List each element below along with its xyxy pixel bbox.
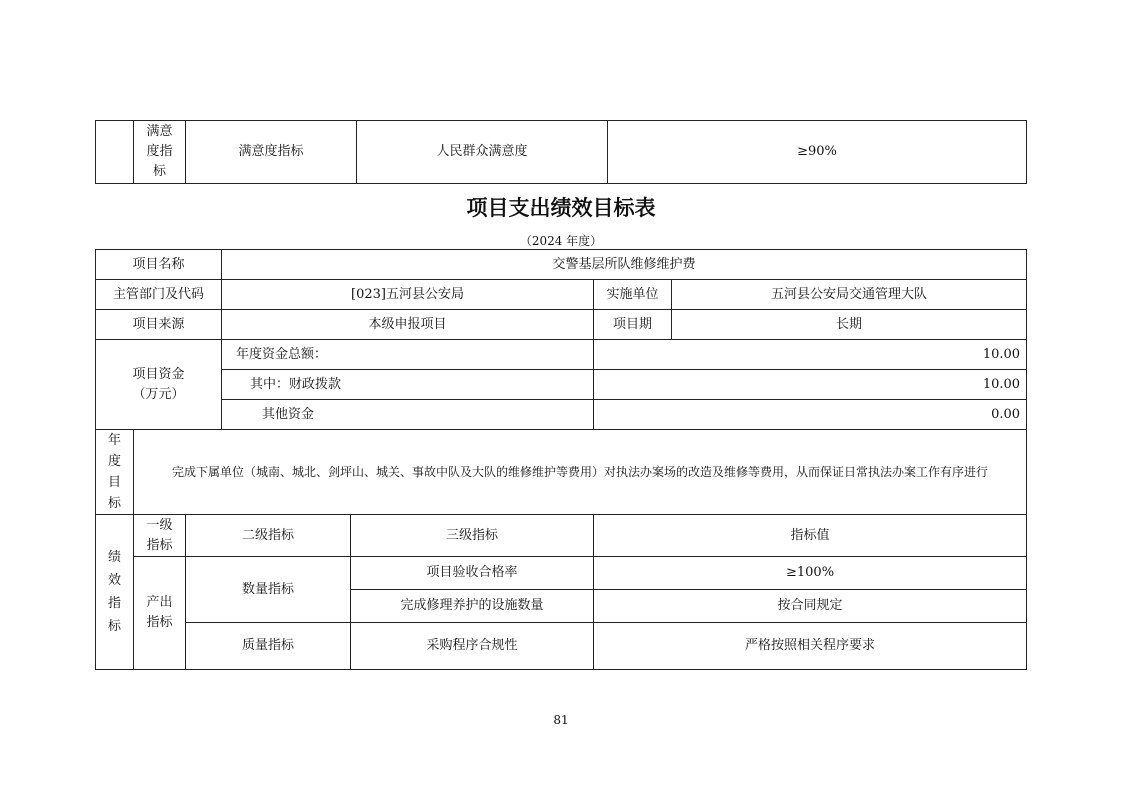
table-row-l3: 采购程序合规性	[351, 623, 594, 670]
funds-fiscal-value: 10.00	[594, 370, 1027, 400]
annual-goal-label: 年 度 目 标	[96, 430, 134, 515]
year-subtitle: （2024 年度）	[519, 234, 603, 248]
performance-target-table	[95, 249, 1027, 670]
impl-unit-value: 五河县公安局交通管理大队	[672, 280, 1027, 310]
header-level1: 一级 指标	[134, 515, 186, 557]
page-number: 81	[553, 713, 569, 727]
source-label: 项目来源	[96, 310, 222, 340]
satisfaction-level2-cell: 满意度指标	[186, 121, 357, 184]
output-indicator-label: 产出 指标	[134, 557, 186, 670]
indicators-section-label: 绩 效 指 标	[96, 515, 134, 670]
project-name-label: 项目名称	[96, 250, 222, 280]
source-value: 本级申报项目	[222, 310, 594, 340]
satisfaction-value-cell: ≥90%	[608, 121, 1027, 184]
period-label: 项目期	[594, 310, 672, 340]
table-row-value: 按合同规定	[594, 590, 1027, 623]
table-row-l3: 完成修理养护的设施数量	[351, 590, 594, 623]
page-title: 项目支出绩效目标表	[466, 196, 656, 220]
satisfaction-level1-cell: 满意 度指 标	[134, 121, 186, 184]
dept-value: [023]五河县公安局	[222, 280, 594, 310]
header-value: 指标值	[594, 515, 1027, 557]
period-value: 长期	[672, 310, 1027, 340]
satisfaction-level3-cell: 人民群众满意度	[357, 121, 608, 184]
table-row-l3: 项目验收合格率	[351, 557, 594, 590]
top-continuation-table	[95, 120, 1027, 184]
project-name-value: 交警基层所队维修维护费	[222, 250, 1027, 280]
quantity-indicator-cell: 数量指标	[186, 557, 351, 623]
funds-other-label: 其他资金	[222, 400, 594, 430]
blank-cell	[96, 121, 134, 184]
impl-unit-label: 实施单位	[594, 280, 672, 310]
header-level2: 二级指标	[186, 515, 351, 557]
header-level3: 三级指标	[351, 515, 594, 557]
funds-total-value: 10.00	[594, 340, 1027, 370]
table-row-value: ≥100%	[594, 557, 1027, 590]
dept-label: 主管部门及代码	[96, 280, 222, 310]
funds-total-label: 年度资金总额：	[222, 340, 594, 370]
funds-label: 项目资金 （万元）	[96, 340, 222, 430]
quality-indicator-cell: 质量指标	[186, 623, 351, 670]
funds-fiscal-label: 其中：财政拨款	[222, 370, 594, 400]
funds-other-value: 0.00	[594, 400, 1027, 430]
table-row-value: 严格按照相关程序要求	[594, 623, 1027, 670]
annual-goal-value: 完成下属单位（城南、城北、剑坪山、城关、事故中队及大队的维修维护等费用）对执法办案场的改造及维修等费用，从而保证日常执法办案工作有序进行	[134, 430, 1027, 515]
